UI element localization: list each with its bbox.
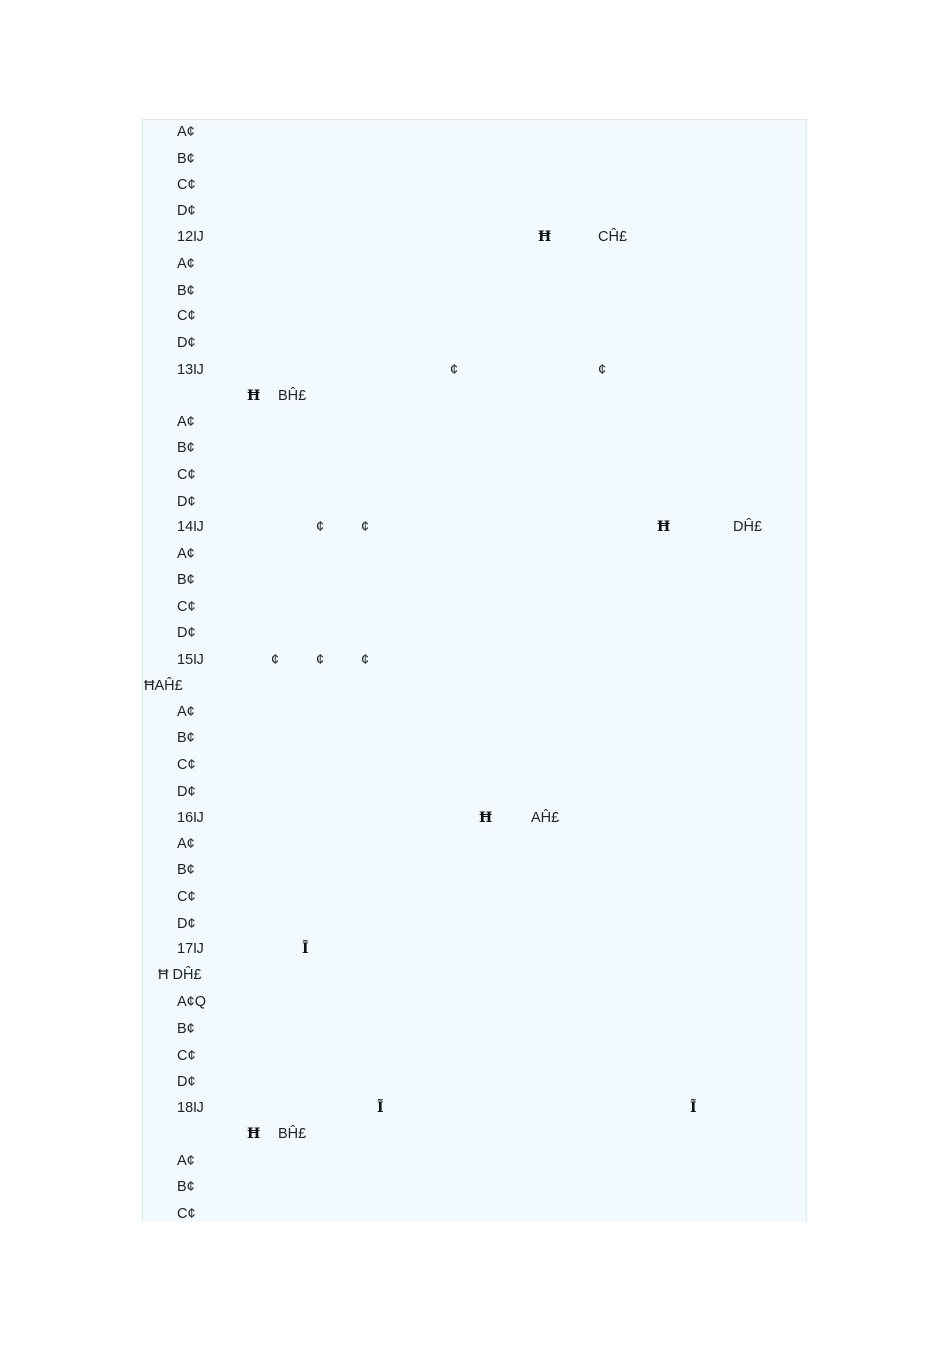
question-14-number: 14Ĳ bbox=[177, 519, 204, 535]
question-18-mark-2: Ĩ bbox=[690, 1100, 697, 1116]
option-b: B¢ bbox=[177, 283, 195, 299]
option-a: A¢ bbox=[177, 546, 195, 562]
option-a: A¢ bbox=[177, 704, 195, 720]
document-panel bbox=[142, 119, 807, 1222]
option-c: C¢ bbox=[177, 599, 196, 615]
option-b: B¢ bbox=[177, 730, 195, 746]
option-c: C¢ bbox=[177, 889, 196, 905]
question-15-continuation: ĦAĤ£ bbox=[144, 678, 183, 694]
option-a: A¢Q bbox=[177, 994, 207, 1010]
option-d: D¢ bbox=[177, 625, 196, 641]
option-b: B¢ bbox=[177, 440, 195, 456]
question-13-mark-2: ¢ bbox=[598, 362, 607, 378]
option-a: A¢ bbox=[177, 836, 195, 852]
option-c: C¢ bbox=[177, 308, 196, 324]
option-d: D¢ bbox=[177, 494, 196, 510]
option-a: A¢ bbox=[177, 1153, 195, 1169]
question-14-answer: DĤ£ bbox=[733, 519, 763, 535]
option-a: A¢ bbox=[177, 256, 195, 272]
question-14-mark-1: ¢ bbox=[316, 519, 325, 535]
option-c: C¢ bbox=[177, 467, 196, 483]
question-14-mark-2: ¢ bbox=[361, 519, 370, 535]
option-c: C¢ bbox=[177, 757, 196, 773]
option-a: A¢ bbox=[177, 124, 195, 140]
question-15-mark-3: ¢ bbox=[361, 652, 370, 668]
option-c: C¢ bbox=[177, 177, 196, 193]
question-12-number: 12Ĳ bbox=[177, 229, 204, 245]
option-b: B¢ bbox=[177, 1021, 195, 1037]
question-15-mark-1: ¢ bbox=[271, 652, 280, 668]
question-17-mark: Ĩ bbox=[302, 941, 309, 957]
question-17-number: 17Ĳ bbox=[177, 941, 204, 957]
question-16-mark: Ħ bbox=[479, 810, 493, 826]
question-18-number: 18Ĳ bbox=[177, 1100, 204, 1116]
question-14-mark-3: Ħ bbox=[657, 519, 671, 535]
question-13-cont-mark: Ħ bbox=[247, 388, 261, 404]
option-c: C¢ bbox=[177, 1048, 196, 1064]
question-13-answer: BĤ£ bbox=[278, 388, 307, 404]
option-d: D¢ bbox=[177, 203, 196, 219]
question-17-continuation: Ħ DĤ£ bbox=[158, 967, 202, 983]
question-16-number: 16Ĳ bbox=[177, 810, 204, 826]
option-b: B¢ bbox=[177, 862, 195, 878]
question-12-mark: Ħ bbox=[538, 229, 552, 245]
option-d: D¢ bbox=[177, 916, 196, 932]
option-d: D¢ bbox=[177, 1074, 196, 1090]
option-d: D¢ bbox=[177, 335, 196, 351]
question-16-answer: AĤ£ bbox=[531, 810, 560, 826]
question-18-answer: BĤ£ bbox=[278, 1126, 307, 1142]
option-c: C¢ bbox=[177, 1206, 196, 1222]
question-12-answer: CĤ£ bbox=[598, 229, 628, 245]
option-b: B¢ bbox=[177, 151, 195, 167]
question-13-mark-1: ¢ bbox=[450, 362, 459, 378]
option-b: B¢ bbox=[177, 1179, 195, 1195]
question-18-cont-mark: Ħ bbox=[247, 1126, 261, 1142]
option-a: A¢ bbox=[177, 414, 195, 430]
option-d: D¢ bbox=[177, 784, 196, 800]
question-13-number: 13Ĳ bbox=[177, 362, 204, 378]
question-18-mark-1: Ĩ bbox=[377, 1100, 384, 1116]
question-15-number: 15Ĳ bbox=[177, 652, 204, 668]
option-b: B¢ bbox=[177, 572, 195, 588]
question-15-mark-2: ¢ bbox=[316, 652, 325, 668]
